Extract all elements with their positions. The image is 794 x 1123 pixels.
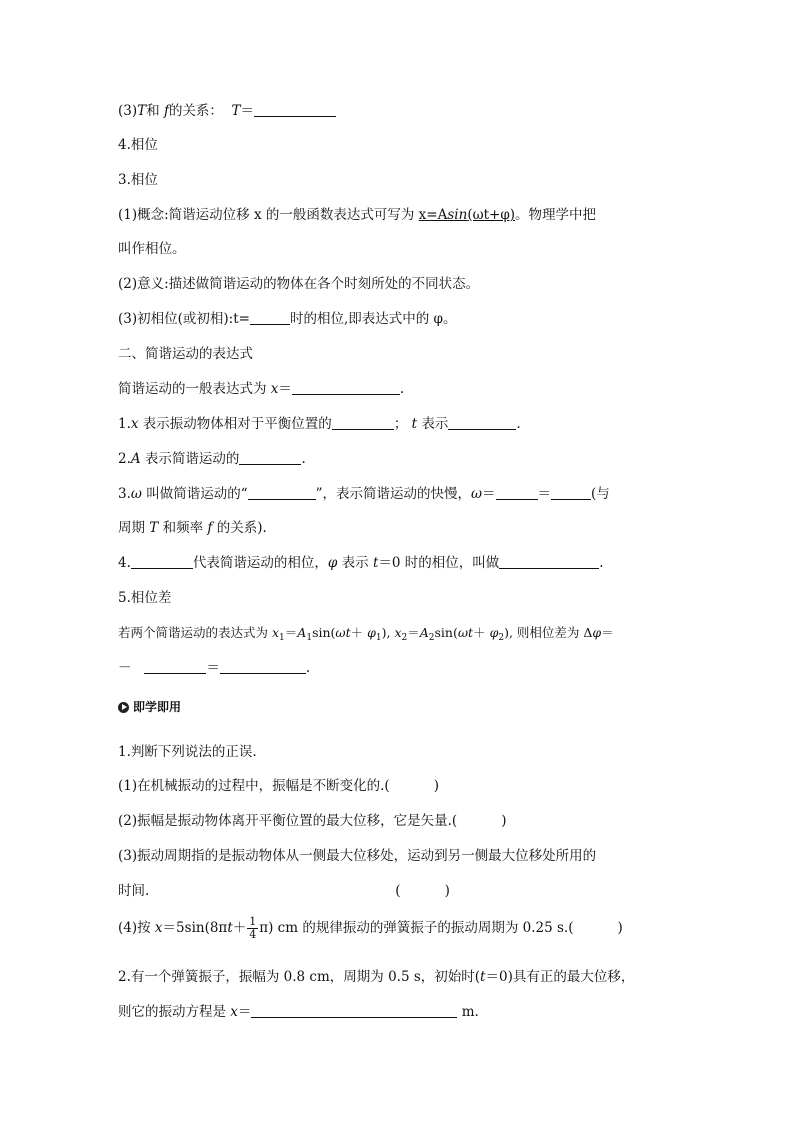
- question-1-title: 1.判断下列说法的正误.: [118, 744, 257, 760]
- answer-blank[interactable]: [144, 659, 206, 674]
- answer-blank[interactable]: [499, 554, 599, 569]
- answer-blank[interactable]: [250, 310, 290, 325]
- answer-blank[interactable]: [551, 485, 591, 500]
- practice-badge: 即学即用: [118, 697, 181, 719]
- answer-blank[interactable]: [496, 485, 538, 500]
- heading-phase-3: 3.相位: [118, 172, 158, 188]
- statement-3: (3)振动周期指的是振动物体从一侧最大位移处，运动到另一侧最大位移处所用的: [118, 848, 597, 864]
- phase-formula: x=Asin(ωt+φ): [418, 207, 516, 223]
- general-expression-line: 简谐运动的一般表达式为 x＝ .: [118, 381, 405, 397]
- phase-concept-cont: 叫作相位。: [118, 241, 186, 257]
- answer-blank[interactable]: [248, 485, 316, 500]
- line-3-T-f-relation: (3)T和 f的关系： T＝: [118, 101, 336, 121]
- statement-1: (1)在机械振动的过程中，振幅是不断变化的.( ): [118, 778, 439, 794]
- section-heading-expression: 二、简谐运动的表达式: [118, 346, 253, 362]
- question-2-line: 2.有一个弹簧振子，振幅为 0.8 cm，周期为 0.5 s，初始时(t＝0)具有正的最大位移，: [118, 969, 635, 985]
- answer-blank[interactable]: [131, 554, 193, 569]
- answer-blank[interactable]: [220, 659, 306, 674]
- statement-2: (2)振幅是振动物体离开平衡位置的最大位移，它是矢量.( ): [118, 813, 507, 829]
- answer-blank[interactable]: [251, 1003, 457, 1018]
- answer-blank[interactable]: [292, 380, 400, 395]
- answer-blank[interactable]: [239, 450, 301, 465]
- play-circle-icon: [118, 702, 129, 713]
- phase-difference-line: 若两个简谐运动的表达式为 $x_1=A_1\sin(\omega t+ \varphi_1)$, $x_2=A_2\sin(\omega t+ \varphi_2)$, 则相位差为 Δφ＝: [118, 625, 614, 643]
- phase-concept-line: (1)概念:简谐运动位移 x 的一般函数表达式可写为 x=Asin(ωt+φ)。物理学中把: [118, 207, 597, 223]
- fraction: $\frac{1}{4}$: [249, 915, 257, 941]
- heading-phase-4: 4.相位: [118, 137, 158, 153]
- answer-blank[interactable]: [448, 415, 516, 430]
- answer-blank[interactable]: [254, 102, 336, 117]
- phase-difference-cont: － ＝ .: [118, 660, 311, 676]
- item-3-line: 3.ω 叫做简谐运动的“ ”，表示简谐运动的快慢，ω＝ ＝ (与: [118, 486, 610, 502]
- statement-3-cont: 时间. ( ): [118, 883, 450, 899]
- item-4-line: 4. 代表简谐运动的相位，φ 表示 t＝0 时的相位，叫做 .: [118, 555, 604, 571]
- answer-blank[interactable]: [332, 415, 394, 430]
- question-2-cont: 则它的振动方程是 x＝ m.: [118, 1004, 479, 1020]
- heading-phase-difference: 5.相位差: [118, 590, 172, 606]
- item-3-cont: 周期 T 和频率 f 的关系).: [118, 520, 267, 536]
- item-2-line: 2.A 表示简谐运动的 .: [118, 451, 306, 467]
- phase-meaning-line: (2)意义:描述做简谐运动的物体在各个时刻所处的不同状态。: [118, 276, 480, 292]
- initial-phase-line: (3)初相位(或初相):t= 时的相位,即表达式中的 φ。: [118, 311, 457, 327]
- statement-4: (4)按 x＝5sin(8πt＋ $\frac{1}{4}$ π) cm 的规律振动的弹簧振子的振动周期为 0.25 s.( ): [118, 915, 623, 941]
- item-1-line: 1.x 表示振动物体相对于平衡位置的 ； t 表示 .: [118, 416, 521, 432]
